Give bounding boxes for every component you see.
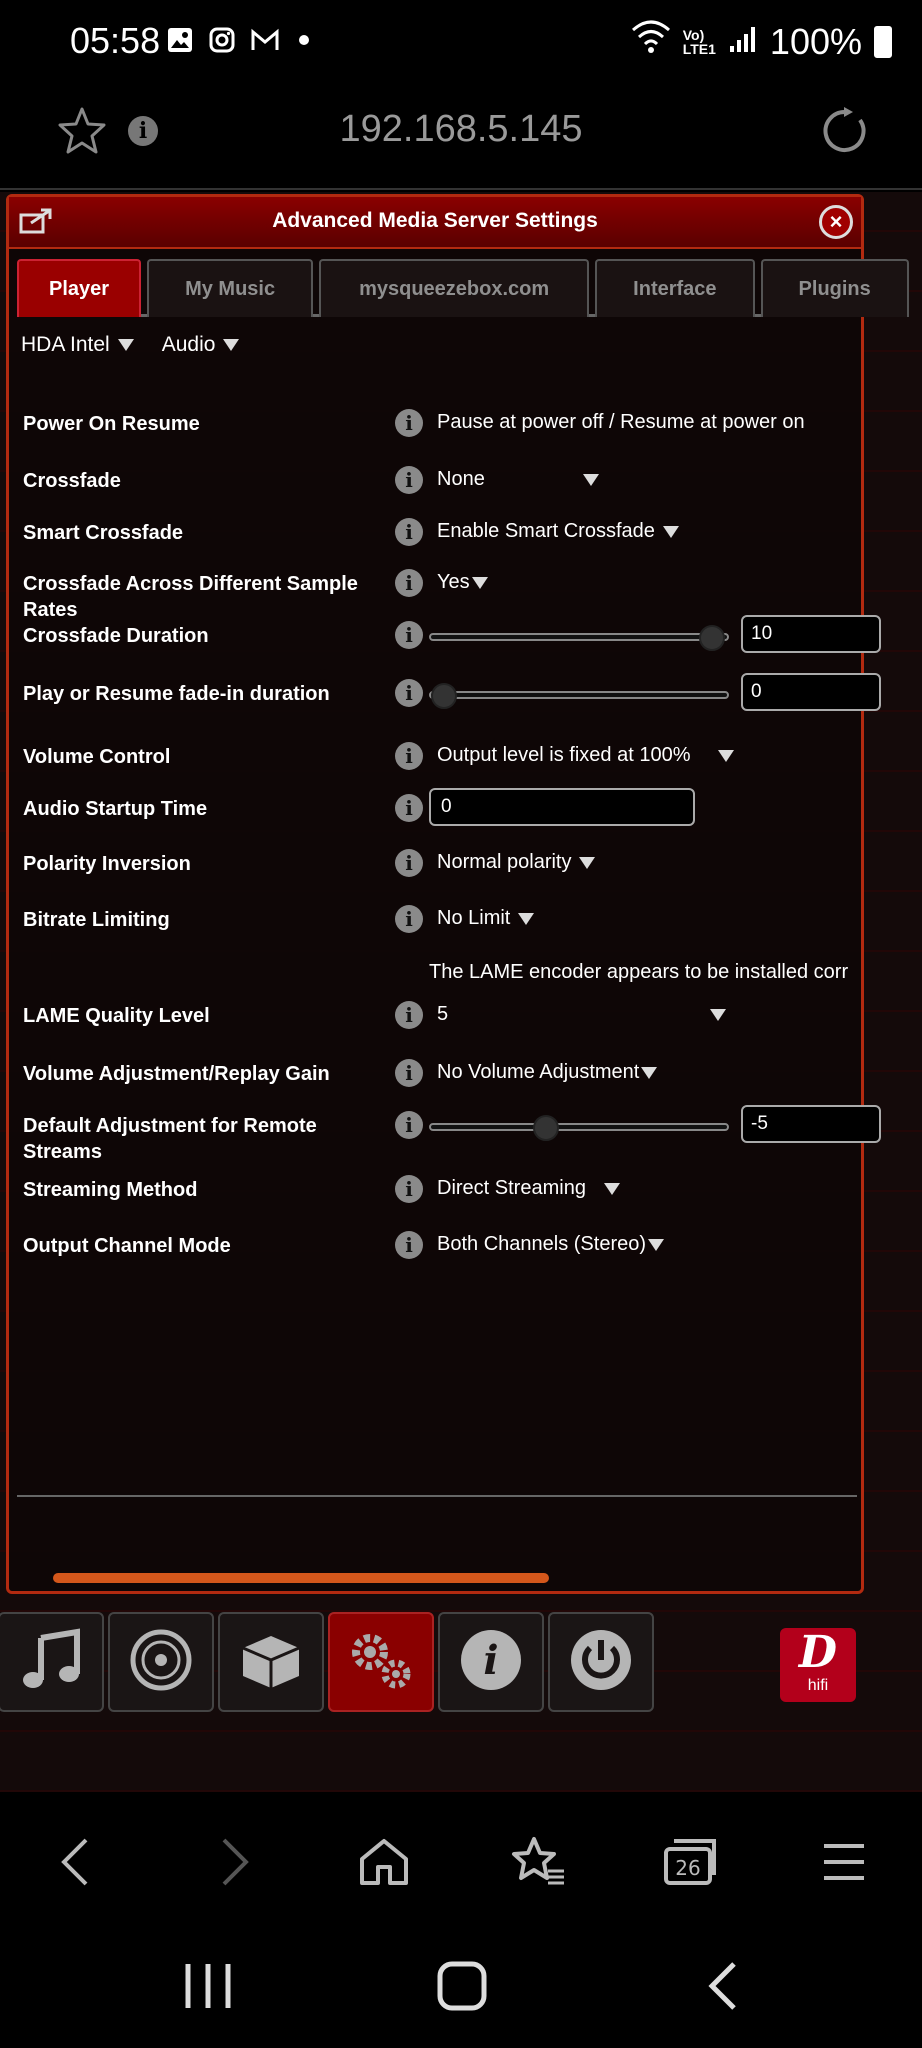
remote-adjust-input[interactable]: -5 — [741, 1105, 881, 1143]
disc-icon — [129, 1628, 193, 1697]
crossfade-select[interactable]: None — [437, 468, 599, 491]
nav-power[interactable] — [548, 1612, 654, 1712]
info-icon[interactable]: i — [395, 849, 423, 877]
site-info-icon[interactable]: i — [128, 116, 158, 146]
device-select[interactable]: HDA Intel — [21, 333, 134, 357]
close-icon[interactable]: × — [819, 205, 853, 239]
info-icon[interactable]: i — [395, 794, 423, 822]
system-back-icon[interactable] — [694, 1956, 754, 2016]
info-icon[interactable]: i — [395, 905, 423, 933]
nav-box[interactable] — [218, 1612, 324, 1712]
crossfade-duration-input[interactable]: 10 — [741, 615, 881, 653]
gallery-icon — [166, 26, 194, 59]
dialog-title: Advanced Media Server Settings — [272, 209, 598, 232]
replay-gain-select[interactable]: No Volume Adjustment — [437, 1061, 657, 1084]
instagram-icon — [208, 26, 236, 59]
audio-startup-input[interactable]: 0 — [429, 788, 695, 826]
info-icon[interactable]: i — [395, 518, 423, 546]
volume-control-select[interactable]: Output level is fixed at 100% — [437, 744, 734, 767]
battery-icon — [874, 26, 892, 58]
svg-text:i: i — [483, 1636, 499, 1684]
settings-icon — [346, 1628, 416, 1697]
slider-handle[interactable] — [699, 625, 725, 651]
browser-navigation — [0, 1796, 922, 1926]
slider-handle[interactable] — [533, 1115, 559, 1141]
nav-disc[interactable] — [108, 1612, 214, 1712]
nav-music[interactable] — [0, 1612, 104, 1712]
system-navigation — [0, 1926, 922, 2048]
device-sub-select[interactable]: Audio — [162, 333, 240, 357]
info-icon[interactable]: i — [395, 679, 423, 707]
gmail-icon — [250, 27, 280, 58]
music-icon — [19, 1630, 83, 1695]
settings-dialog: Advanced Media Server Settings × Player My Music mysqueezebox.com Interface Plugins HDA Intel Audio Power On Resume i Pause at power off / Resume at power on Crossfade i None Smart Crossfade i Enable Smart Crossfade Crossfade Across Different Sample Rates i Yes Crossfade Duration i 10 Play or Resume fade-in duration i 0 Volume Control i Output level is fixed at 100% Audio Startup Time i 0 Polarity Inversion i Normal polarity Bitrate Limiting i No Limit The LAME encoder appears to be installed corr LAME Quality Level i 5 Volume Adjustment/Replay Gain i No Volume Adjustment Default Adjustment for Remote Streams i -5 Streaming Method i Direct Streaming Output Channel Mode i Both Channels (Stereo) — [6, 194, 864, 1594]
svg-text:26: 26 — [675, 1856, 701, 1880]
remote-adjust-slider[interactable] — [429, 1123, 729, 1131]
power-on-resume-select[interactable]: Pause at power off / Resume at power on — [437, 411, 805, 433]
home-button-icon[interactable] — [432, 1956, 492, 2016]
bitrate-select[interactable]: No Limit — [437, 907, 534, 930]
lame-note: The LAME encoder appears to be installed corr — [429, 961, 849, 983]
tab-mysqueezebox[interactable]: mysqueezebox.com — [319, 259, 589, 317]
recent-apps-icon[interactable] — [178, 1956, 238, 2016]
home-icon[interactable] — [354, 1832, 414, 1892]
dialog-titlebar — [9, 197, 861, 249]
fadein-duration-input[interactable]: 0 — [741, 673, 881, 711]
menu-icon[interactable] — [814, 1832, 874, 1892]
status-bar — [0, 0, 922, 84]
horizontal-scrollbar[interactable] — [53, 1573, 549, 1583]
info-icon[interactable]: i — [395, 569, 423, 597]
tab-my-music[interactable]: My Music — [147, 259, 313, 317]
url-text[interactable]: 192.168.5.145 — [339, 108, 583, 150]
signal-icon — [728, 21, 758, 63]
info-icon[interactable]: i — [395, 1175, 423, 1203]
nav-info[interactable] — [438, 1612, 544, 1712]
reload-icon[interactable] — [820, 106, 870, 161]
back-icon[interactable] — [46, 1832, 106, 1892]
daphile-logo[interactable]: D hifi — [780, 1628, 856, 1702]
tab-player[interactable]: Player — [17, 259, 141, 317]
wifi-icon — [631, 20, 671, 63]
dot-icon — [294, 30, 314, 55]
output-channel-select[interactable]: Both Channels (Stereo) — [437, 1233, 664, 1256]
polarity-select[interactable]: Normal polarity — [437, 851, 595, 874]
nav-settings[interactable] — [328, 1612, 434, 1712]
streaming-method-select[interactable]: Direct Streaming — [437, 1177, 620, 1200]
divider — [17, 1495, 857, 1497]
battery-label: 100% — [769, 20, 862, 62]
forward-icon[interactable] — [204, 1832, 264, 1892]
browser-address-bar — [0, 84, 922, 190]
info-icon[interactable]: i — [395, 466, 423, 494]
tabs-icon[interactable] — [660, 1832, 720, 1892]
power-icon — [569, 1628, 633, 1697]
slider-handle[interactable] — [431, 683, 457, 709]
tab-plugins[interactable]: Plugins — [761, 259, 909, 317]
info-icon[interactable]: i — [395, 409, 423, 437]
tab-interface[interactable]: Interface — [595, 259, 754, 317]
info-icon[interactable]: i — [395, 1059, 423, 1087]
crossfade-rates-select[interactable]: Yes — [437, 571, 488, 594]
smart-crossfade-select[interactable]: Enable Smart Crossfade — [437, 520, 679, 543]
info-icon[interactable]: i — [395, 1111, 423, 1139]
lame-quality-select[interactable]: 5 — [437, 1003, 726, 1026]
bookmarks-icon[interactable] — [508, 1832, 568, 1892]
status-time: 05:58 — [70, 20, 161, 61]
app-navigation — [0, 1612, 922, 1712]
info-icon[interactable]: i — [395, 742, 423, 770]
info-icon[interactable]: i — [395, 1231, 423, 1259]
settings-tabs — [17, 259, 871, 317]
box-icon — [237, 1630, 305, 1695]
info-icon — [459, 1628, 523, 1697]
info-icon[interactable]: i — [395, 1001, 423, 1029]
info-icon[interactable]: i — [395, 621, 423, 649]
crossfade-duration-slider[interactable] — [429, 633, 729, 641]
volte-icon: Vo) LTE1 — [682, 26, 716, 57]
fadein-duration-slider[interactable] — [429, 691, 729, 699]
